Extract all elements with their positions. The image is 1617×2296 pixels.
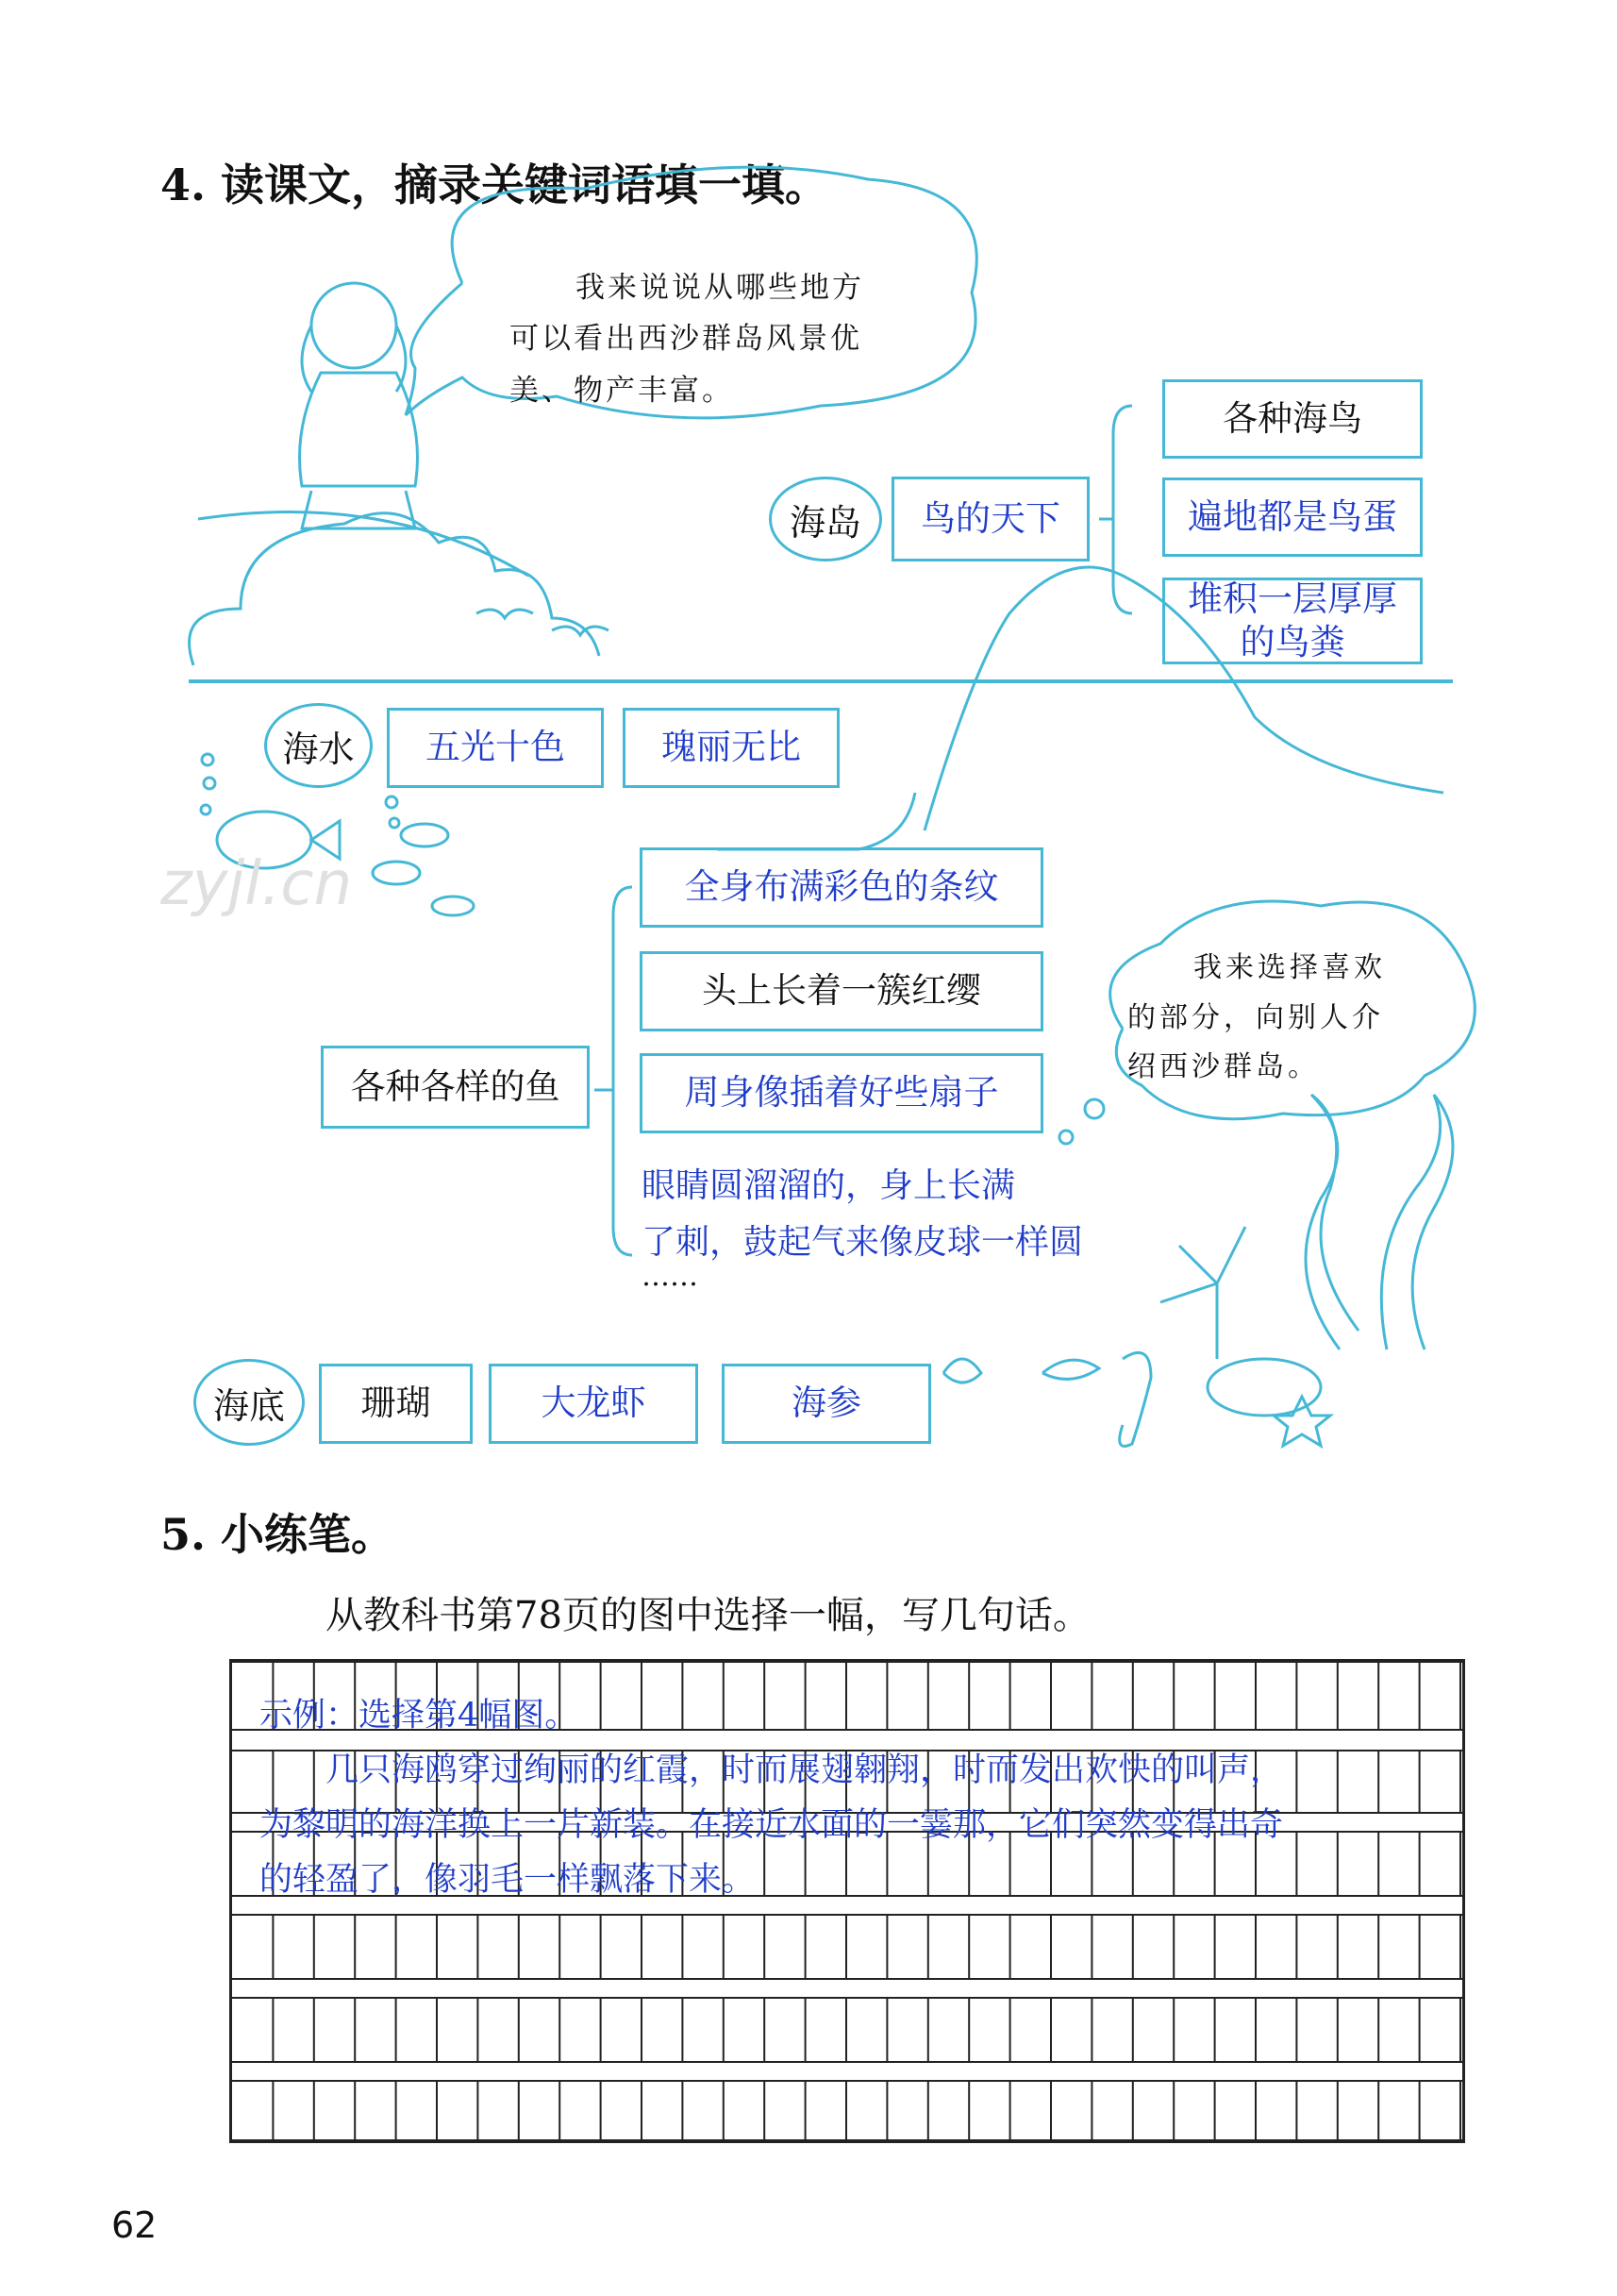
answer-line-2: 几只海鸥穿过绚丽的红霞，时而展翅翱翔，时而发出欢快的叫声， [259, 1751, 1284, 1789]
sea-water-label: 海水 [264, 703, 373, 788]
seaweed-coral-illustration [1160, 1095, 1453, 1446]
sea-floor-item-sea-cucumber: 海参 [722, 1364, 931, 1444]
shell-seahorse-illustration [943, 1352, 1151, 1446]
fish-item-fans: 周身像插着好些扇子 [640, 1053, 1043, 1133]
island-item-guano: 堆积一层厚厚的鸟粪 [1162, 578, 1423, 664]
fish-item-red-tassel: 头上长着一簇红缨 [640, 951, 1043, 1031]
island-label: 海岛 [769, 477, 882, 561]
fish-item-stripes: 全身布满彩色的条纹 [640, 847, 1043, 928]
island-bracket [1094, 396, 1160, 661]
page-number: 62 [111, 2204, 158, 2246]
answer-line-3: 为黎明的海洋换上一片新装。在接近水面的一霎那，它们突然变得出奇 [259, 1806, 1284, 1844]
thought-bubble-text: 我来选择喜欢 的部分，向别人介 绍西沙群岛。 [1127, 951, 1386, 1083]
cloud-outline [190, 513, 599, 665]
fish-ellipsis: …… [642, 1260, 698, 1293]
answer-line-4: 的轻盈了，像羽毛一样飘落下来。 [259, 1861, 756, 1899]
seagull-icon [476, 610, 608, 635]
fish-label: 各种各样的鱼 [321, 1046, 590, 1129]
sea-water-item-magnificent: 瑰丽无比 [623, 708, 840, 788]
watermark: zyjl.cn [160, 849, 353, 919]
sea-floor-label: 海底 [193, 1359, 305, 1446]
sea-water-item-colorful: 五光十色 [387, 708, 604, 788]
answer-line-1: 示例：选择第4幅图。 [259, 1697, 578, 1735]
island-item-seabirds: 各种海鸟 [1162, 379, 1423, 459]
fish-extra-line-2: 了刺，鼓起气来像皮球一样圆 [642, 1223, 1084, 1262]
speech-bubble-text: 我来说说从哪些地方 可以看出西沙群岛风景优 美、物产丰富。 [509, 271, 864, 408]
exercise-5-title: 5. 小练笔。 [160, 1509, 395, 1560]
girl-illustration [300, 283, 418, 528]
fish-bracket [590, 849, 646, 1302]
exercise-4-title: 4. 读课文，摘录关键词语填一填。 [160, 159, 829, 210]
exercise-5-instruction: 从教科书第78页的图中选择一幅，写几句话。 [325, 1594, 1091, 1637]
sea-floor-item-lobster: 大龙虾 [489, 1364, 698, 1444]
island-main-answer: 鸟的天下 [892, 477, 1090, 561]
fish-extra-line-1: 眼睛圆溜溜的，身上长满 [642, 1166, 1016, 1205]
sea-floor-item-coral: 珊瑚 [319, 1364, 473, 1444]
island-item-eggs: 遍地都是鸟蛋 [1162, 478, 1423, 557]
